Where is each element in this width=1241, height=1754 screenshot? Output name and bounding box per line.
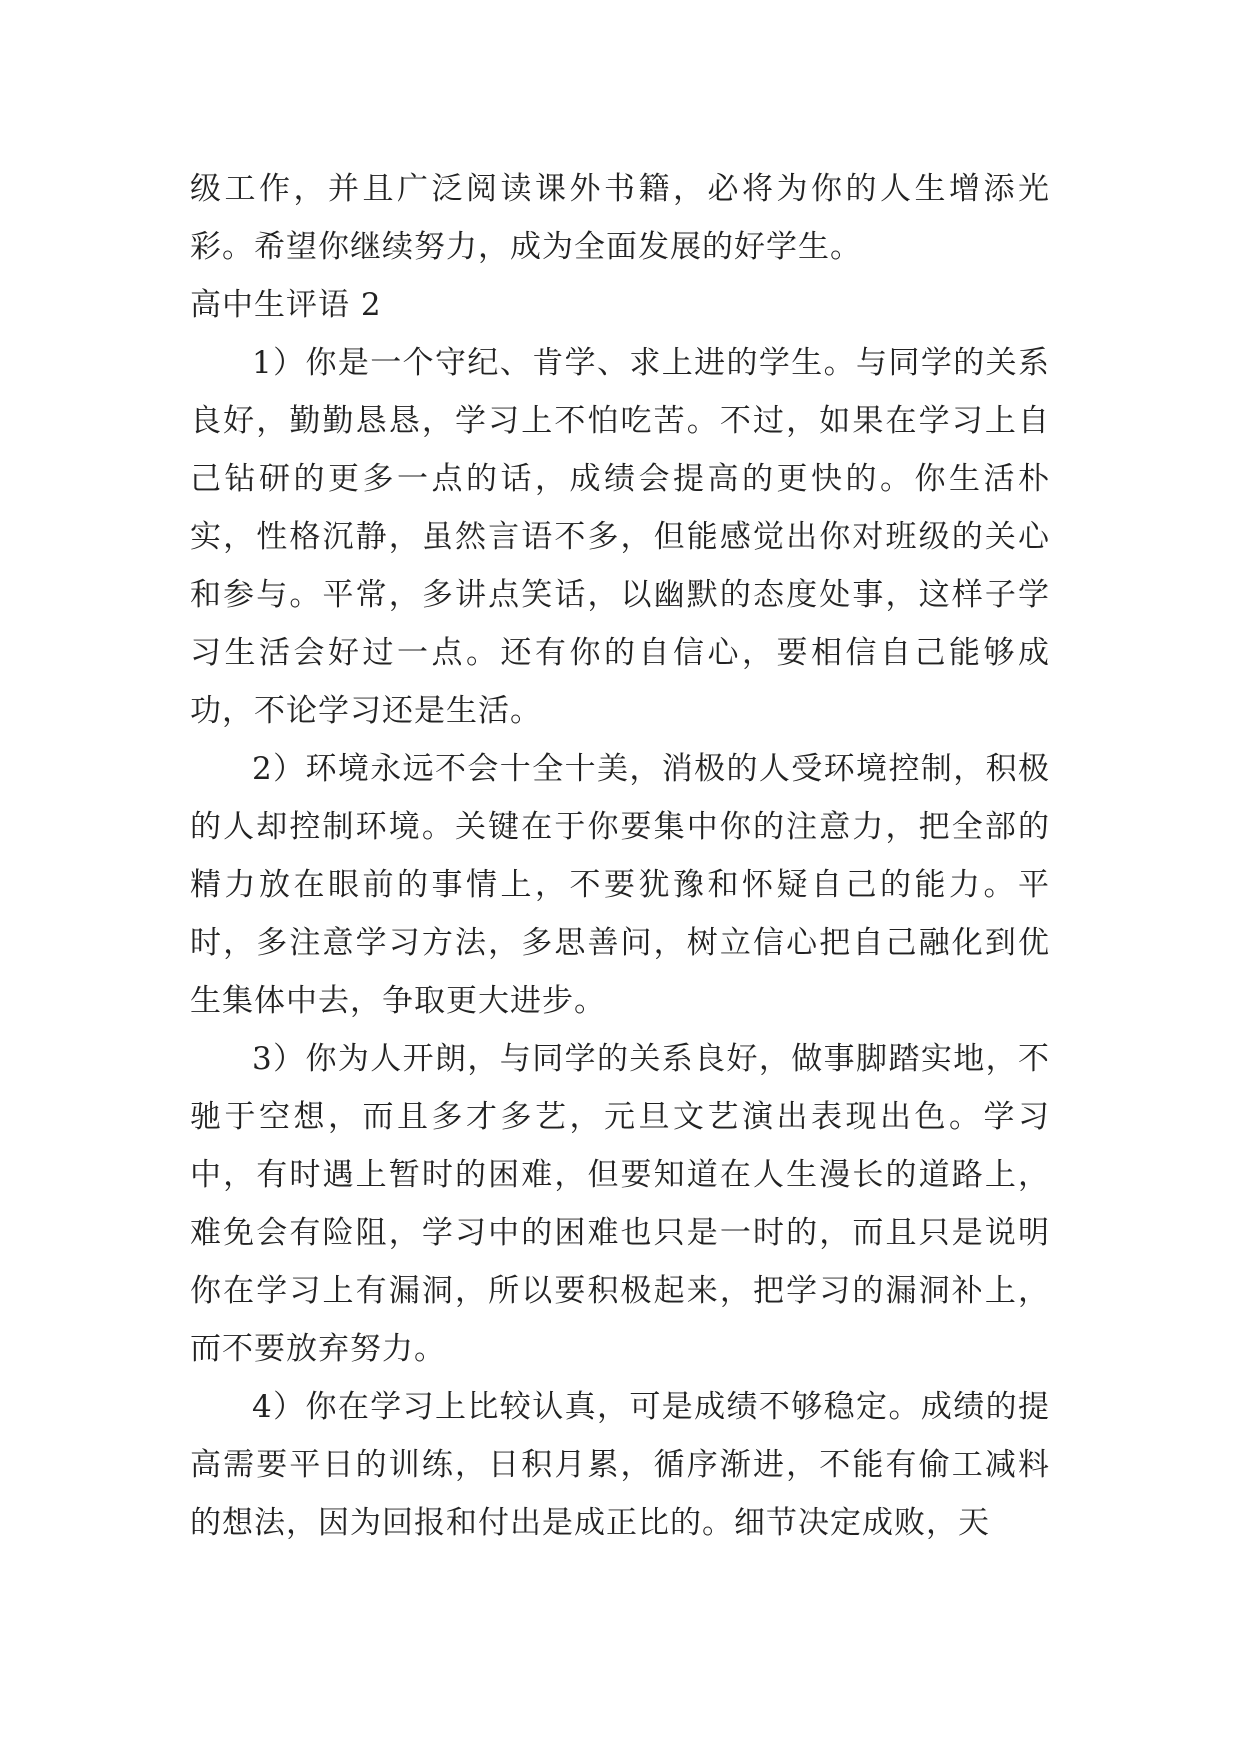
comment-item-4: 4）你在学习上比较认真，可是成绩不够稳定。成绩的提高需要平日的训练，日积月累，循序渐进，不能有偷工减料的想法，因为回报和付出是成正比的。细节决定成败，天: [190, 1389, 1050, 1541]
comment-item-3: 3）你为人开朗，与同学的关系良好，做事脚踏实地，不驰于空想，而且多才多艺，元旦文艺演出表现出色。学习中，有时遇上暂时的困难，但要知道在人生漫长的道路上，难免会有险阻，学习中的困难也只是一时的，而且只是说明你在学习上有漏洞，所以要积极起来，把学习的漏洞补上，而不要放弃努力。: [190, 1041, 1050, 1367]
continuation-paragraph: 级工作，并且广泛阅读课外书籍，必将为你的人生增添光彩。希望你继续努力，成为全面发展的好学生。: [190, 171, 1050, 265]
section-title: 高中生评语 2: [190, 287, 382, 323]
comment-item-2: 2）环境永远不会十全十美，消极的人受环境控制，积极的人却控制环境。关键在于你要集中你的注意力，把全部的精力放在眼前的事情上，不要犹豫和怀疑自己的能力。平时，多注意学习方法，多思善问，树立信心把自己融化到优生集体中去，争取更大进步。: [190, 751, 1050, 1019]
comment-item-1: 1）你是一个守纪、肯学、求上进的学生。与同学的关系良好，勤勤恳恳，学习上不怕吃苦。不过，如果在学习上自己钻研的更多一点的话，成绩会提高的更快的。你生活朴实，性格沉静，虽然言语不多，但能感觉出你对班级的关心和参与。平常，多讲点笑话，以幽默的态度处事，这样子学习生活会好过一点。还有你的自信心，要相信自己能够成功，不论学习还是生活。: [190, 345, 1050, 729]
document-body: [190, 160, 1050, 1552]
